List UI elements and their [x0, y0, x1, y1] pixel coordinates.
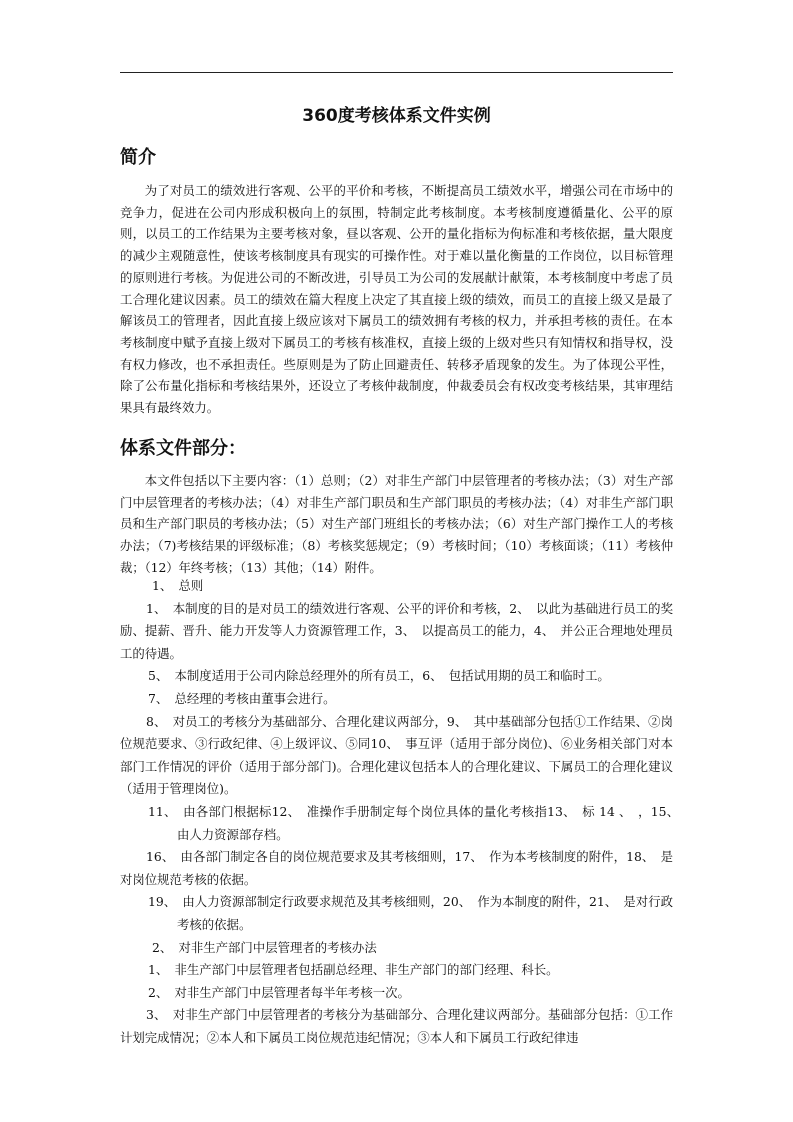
intro-paragraph: 为了对员工的绩效进行客观、公平的平价和考核，不断提高员工绩效水平，增强公司在市场中的竞争力，促进在公司内形成积极向上的氛围，特制定此考核制度。本考核制度遵循量化、公平的原则，以员工的工作结果为主要考核对象，昼以客观、公开的量化指标为佝标准和考核依据，量大限度的减少主观随意性，使该考核制度具有现实的可操作性。对于难以量化衡量的工作岗位，以目标管理的原则进行考核。为促进公司的不断改进，引导员工为公司的发展献计献策，本考核制度中考虑了员工合理化建议因素。员工的绩效在篇大程度上决定了其直接上级的绩效，而员工的直接上级又是最了解该员工的管理者，因此直接上级应该对下属员工的绩效拥有考核的权力，并承担考核的责任。在本考核制度中赋予直接上级对下属员工的考核有核准权，直接上级的上级对些只有知情权和指导权，没有权力修改，也不承担责任。些原则是为了防止回避责任、转移矛盾现象的发生。为了体现公平性，除了公布量化指标和考核结果外，还设立了考核仲裁制度，仲裁委员会有权改变考核结果，其审理结果具有最终效力。 [120, 183, 673, 416]
list-item: 7、 总经理的考核由董事会进行。 [148, 690, 336, 706]
chapter-heading: 2、 对非生产部门中层管理者的考核办法 [152, 939, 377, 955]
list-item: 1、 非生产部门中层管理者包括副总经理、非生产部门的部门经理、科长。 [148, 962, 559, 978]
list-item: 19、 由人力资源部制定行政要求规范及其考核细则，20、 作为本制度的附件，21、 是对行政考核的依据。 [148, 894, 673, 932]
section-heading-system-docs: 体系文件部分： [120, 438, 246, 459]
list-item: 5、 本制度适用于公司内除总经理外的所有员工，6、 包括试用期的员工和临时工。 [148, 668, 610, 684]
section-heading-intro: 简介 [120, 147, 156, 168]
clause-list [120, 575, 686, 1049]
page-title: 360度考核体系文件实例 [302, 106, 491, 126]
list-item: 16、 由各部门制定各自的岗位规范要求及其考核细则，17、 作为本考核制度的附件，18、 是对岗位规范考核的依据。 [120, 849, 673, 887]
list-item: 3、 对非生产部门中层管理者的考核分为基础部分、合理化建议两部分。基础部分包括：①工作计划完成情况；②本人和下属员工岗位规范违纪情况；③本人和下属员工行政纪律违 [120, 1007, 673, 1045]
list-item: 1、 本制度的目的是对员工的绩效进行客观、公平的评价和考核，2、 以此为基础进行员工的奖励、提薪、晋升、能力开发等人力资源管理工作，3、 以提高员工的能力，4、 并公正合理地处理员工的待遇。 [120, 600, 673, 661]
list-item: 2、 对非生产部门中层管理者每半年考核一次。 [148, 984, 410, 1000]
list-item: 8、 对员工的考核分为基础部分、合理化建议两部分，9、 其中基础部分包括①工作结果、②岗位规范要求、③行政纪律、④上级评议、⑤同10、 事互评（适用于部分岗位)、⑥业务相关部门对本部门工作情况的评价（适用于部分部门)。合理化建议包括本人的合理化建议、下属员工的合理化建议（适用于管理岗位)。 [120, 713, 673, 797]
list-item: 11、 由各部门根据标12、 准操作手册制定每个岗位具体的量化考核指13、 标 14 、 ，15、 由人力资源部存档。 [148, 803, 686, 842]
header-rule [120, 72, 673, 73]
chapter-heading: 1、 总则 [152, 578, 204, 593]
contents-paragraph: 本文件包括以下主要内容：（1）总则；（2）对非生产部门中层管理者的考核办法；（3）对生产部门中层管理者的考核办法；（4）对非生产部门职员和生产部门职员的考核办法；（4）对非生产部门职员和生产部门职员的考核办法；（5）对生产部门班组长的考核办法；（6）对生产部门操作工人的考核办法；（7)考核结果的评级标准；（8）考核奖惩规定；（9）考核时间；（10）考核面谈；（11）考核仲裁；（12）年终考核；（13）其他；（14）附件。 [120, 473, 673, 575]
